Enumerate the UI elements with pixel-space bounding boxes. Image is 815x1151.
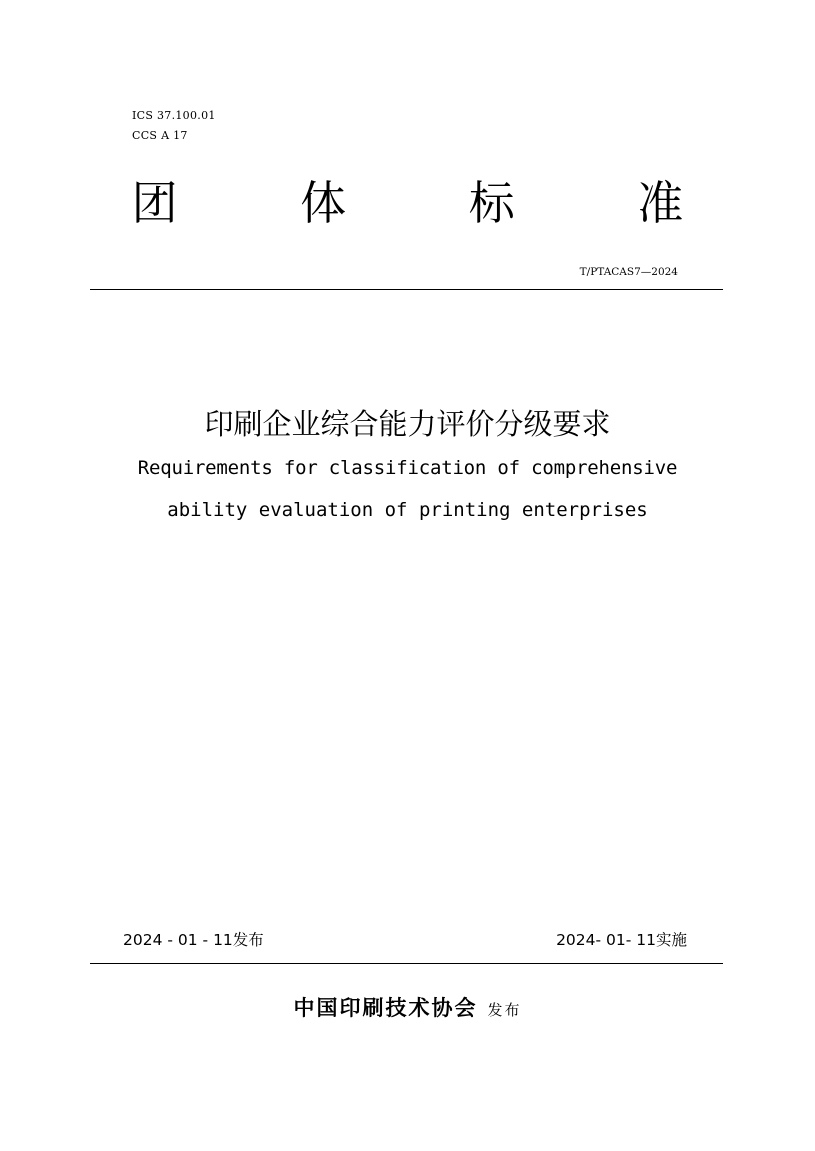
standard-number: T/PTACAS7—2024	[579, 266, 678, 278]
publisher-line	[0, 990, 815, 1028]
issue-date: 2024 - 01 - 11发布	[123, 931, 264, 949]
implementation-date: 2024- 01- 11实施	[556, 931, 687, 949]
ccs-code: CCS A 17	[132, 129, 188, 142]
standard-type-heading: 团 体 标 准	[131, 176, 738, 230]
title-english-line2: ability evaluation of printing enterprises	[167, 499, 648, 521]
classification-codes	[132, 106, 216, 146]
bottom-divider	[90, 963, 723, 964]
publisher-verb: 发布	[487, 1001, 522, 1019]
ics-code: ICS 37.100.01	[132, 109, 216, 122]
title-chinese: 印刷企业综合能力评价分级要求	[204, 407, 611, 441]
title-english-line1: Requirements for classification of comprehensive	[137, 457, 678, 479]
publisher-name: 中国印刷技术协会	[293, 995, 478, 1020]
top-divider	[90, 289, 723, 290]
